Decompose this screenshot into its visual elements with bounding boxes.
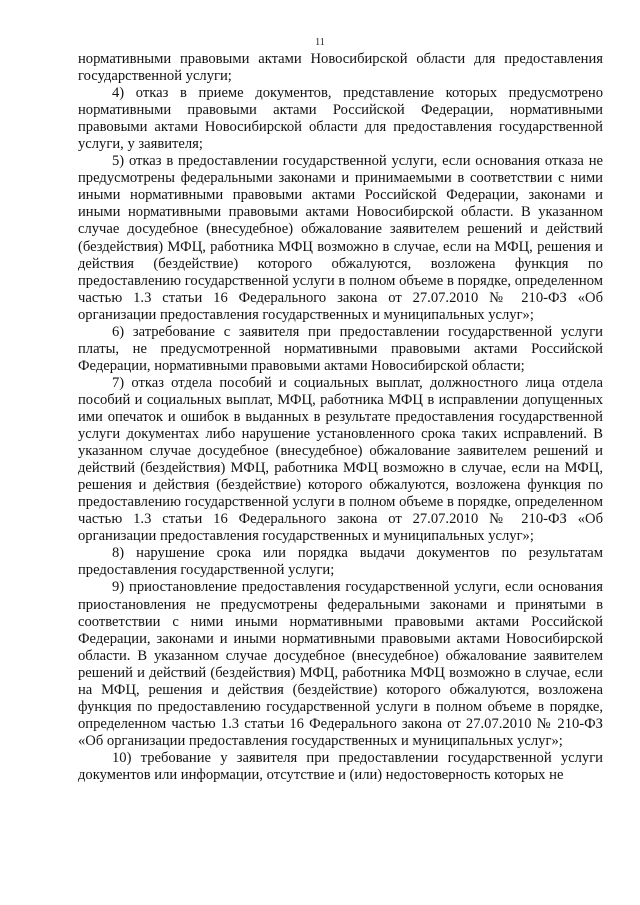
paragraph-item-6: 6) затребование с заявителя при предоставлении государственной услуги платы, не предусмотренной нормативными правовыми актами Российской Федерации, нормативными правовыми актами Новосибирской области;	[78, 323, 603, 374]
paragraph-item-4: 4) отказ в приеме документов, представление которых предусмотрено нормативными правовыми актами Российской Федерации, нормативными правовыми актами Новосибирской области для предоставления государственной услуги, у заявителя;	[78, 85, 603, 153]
paragraph-item-7: 7) отказ отдела пособий и социальных выплат, должностного лица отдела пособий и социальных выплат, МФЦ, работника МФЦ в исправлении допущенных ими опечаток и ошибок в выданных в результате предоставления государственной услуги документах либо нарушение установленного срока таких исправлений. В указанном случае досудебное (внесудебное) обжалование заявителем решений и действий (бездействия) МФЦ, работника МФЦ возможно в случае, если на МФЦ, решения и действия (бездействие) которого обжалуются, возложена функция по предоставлению государственной услуги в полном объеме в порядке, определенном частью 1.3 статьи 16 Федерального закона от 27.07.2010 № 210-ФЗ «Об организации предоставления государственных и муниципальных услуг»;	[78, 374, 603, 545]
paragraph-continuation: нормативными правовыми актами Новосибирской области для предоставления государственной услуги;	[78, 51, 603, 85]
paragraph-item-9: 9) приостановление предоставления государственной услуги, если основания приостановления не предусмотрены федеральными законами и принятыми в соответствии с ними иными нормативными правовыми актами Российской Федерации, законами и иными нормативными правовыми актами Новосибирской области. В указанном случае досудебное (внесудебное) обжалование заявителем решений и действий (бездействия) МФЦ, работника МФЦ возможно в случае, если на МФЦ, решения и действия (бездействие) которого обжалуются, возложена функция по предоставлению государственной услуги в полном объеме в порядке, определенном частью 1.3 статьи 16 Федерального закона от 27.07.2010 № 210-ФЗ «Об организации предоставления государственных и муниципальных услуг»;	[78, 579, 603, 749]
paragraph-item-5: 5) отказ в предоставлении государственной услуги, если основания отказа не предусмотрены федеральными законами и принимаемыми в соответствии с ними иными нормативными правовыми актами Российской Федерации, законами и иными нормативными правовыми актами Новосибирской области. В указанном случае досудебное (внесудебное) обжалование заявителем решений и действий (бездействия) МФЦ, работника МФЦ возможно в случае, если на МФЦ, решения и действия (бездействие) которого обжалуются, возложена функция по предоставлению государственной услуги в полном объеме в порядке, определенном частью 1.3 статьи 16 Федерального закона от 27.07.2010 № 210-ФЗ «Об организации предоставления государственных и муниципальных услуг»;	[78, 153, 603, 323]
paragraph-item-10: 10) требование у заявителя при предоставлении государственной услуги документов или информации, отсутствие и (или) недостоверность которых не	[78, 749, 603, 783]
document-body	[78, 51, 603, 784]
paragraph-item-8: 8) нарушение срока или порядка выдачи документов по результатам предоставления государственной услуги;	[78, 545, 603, 579]
page-number: 11	[315, 37, 325, 48]
